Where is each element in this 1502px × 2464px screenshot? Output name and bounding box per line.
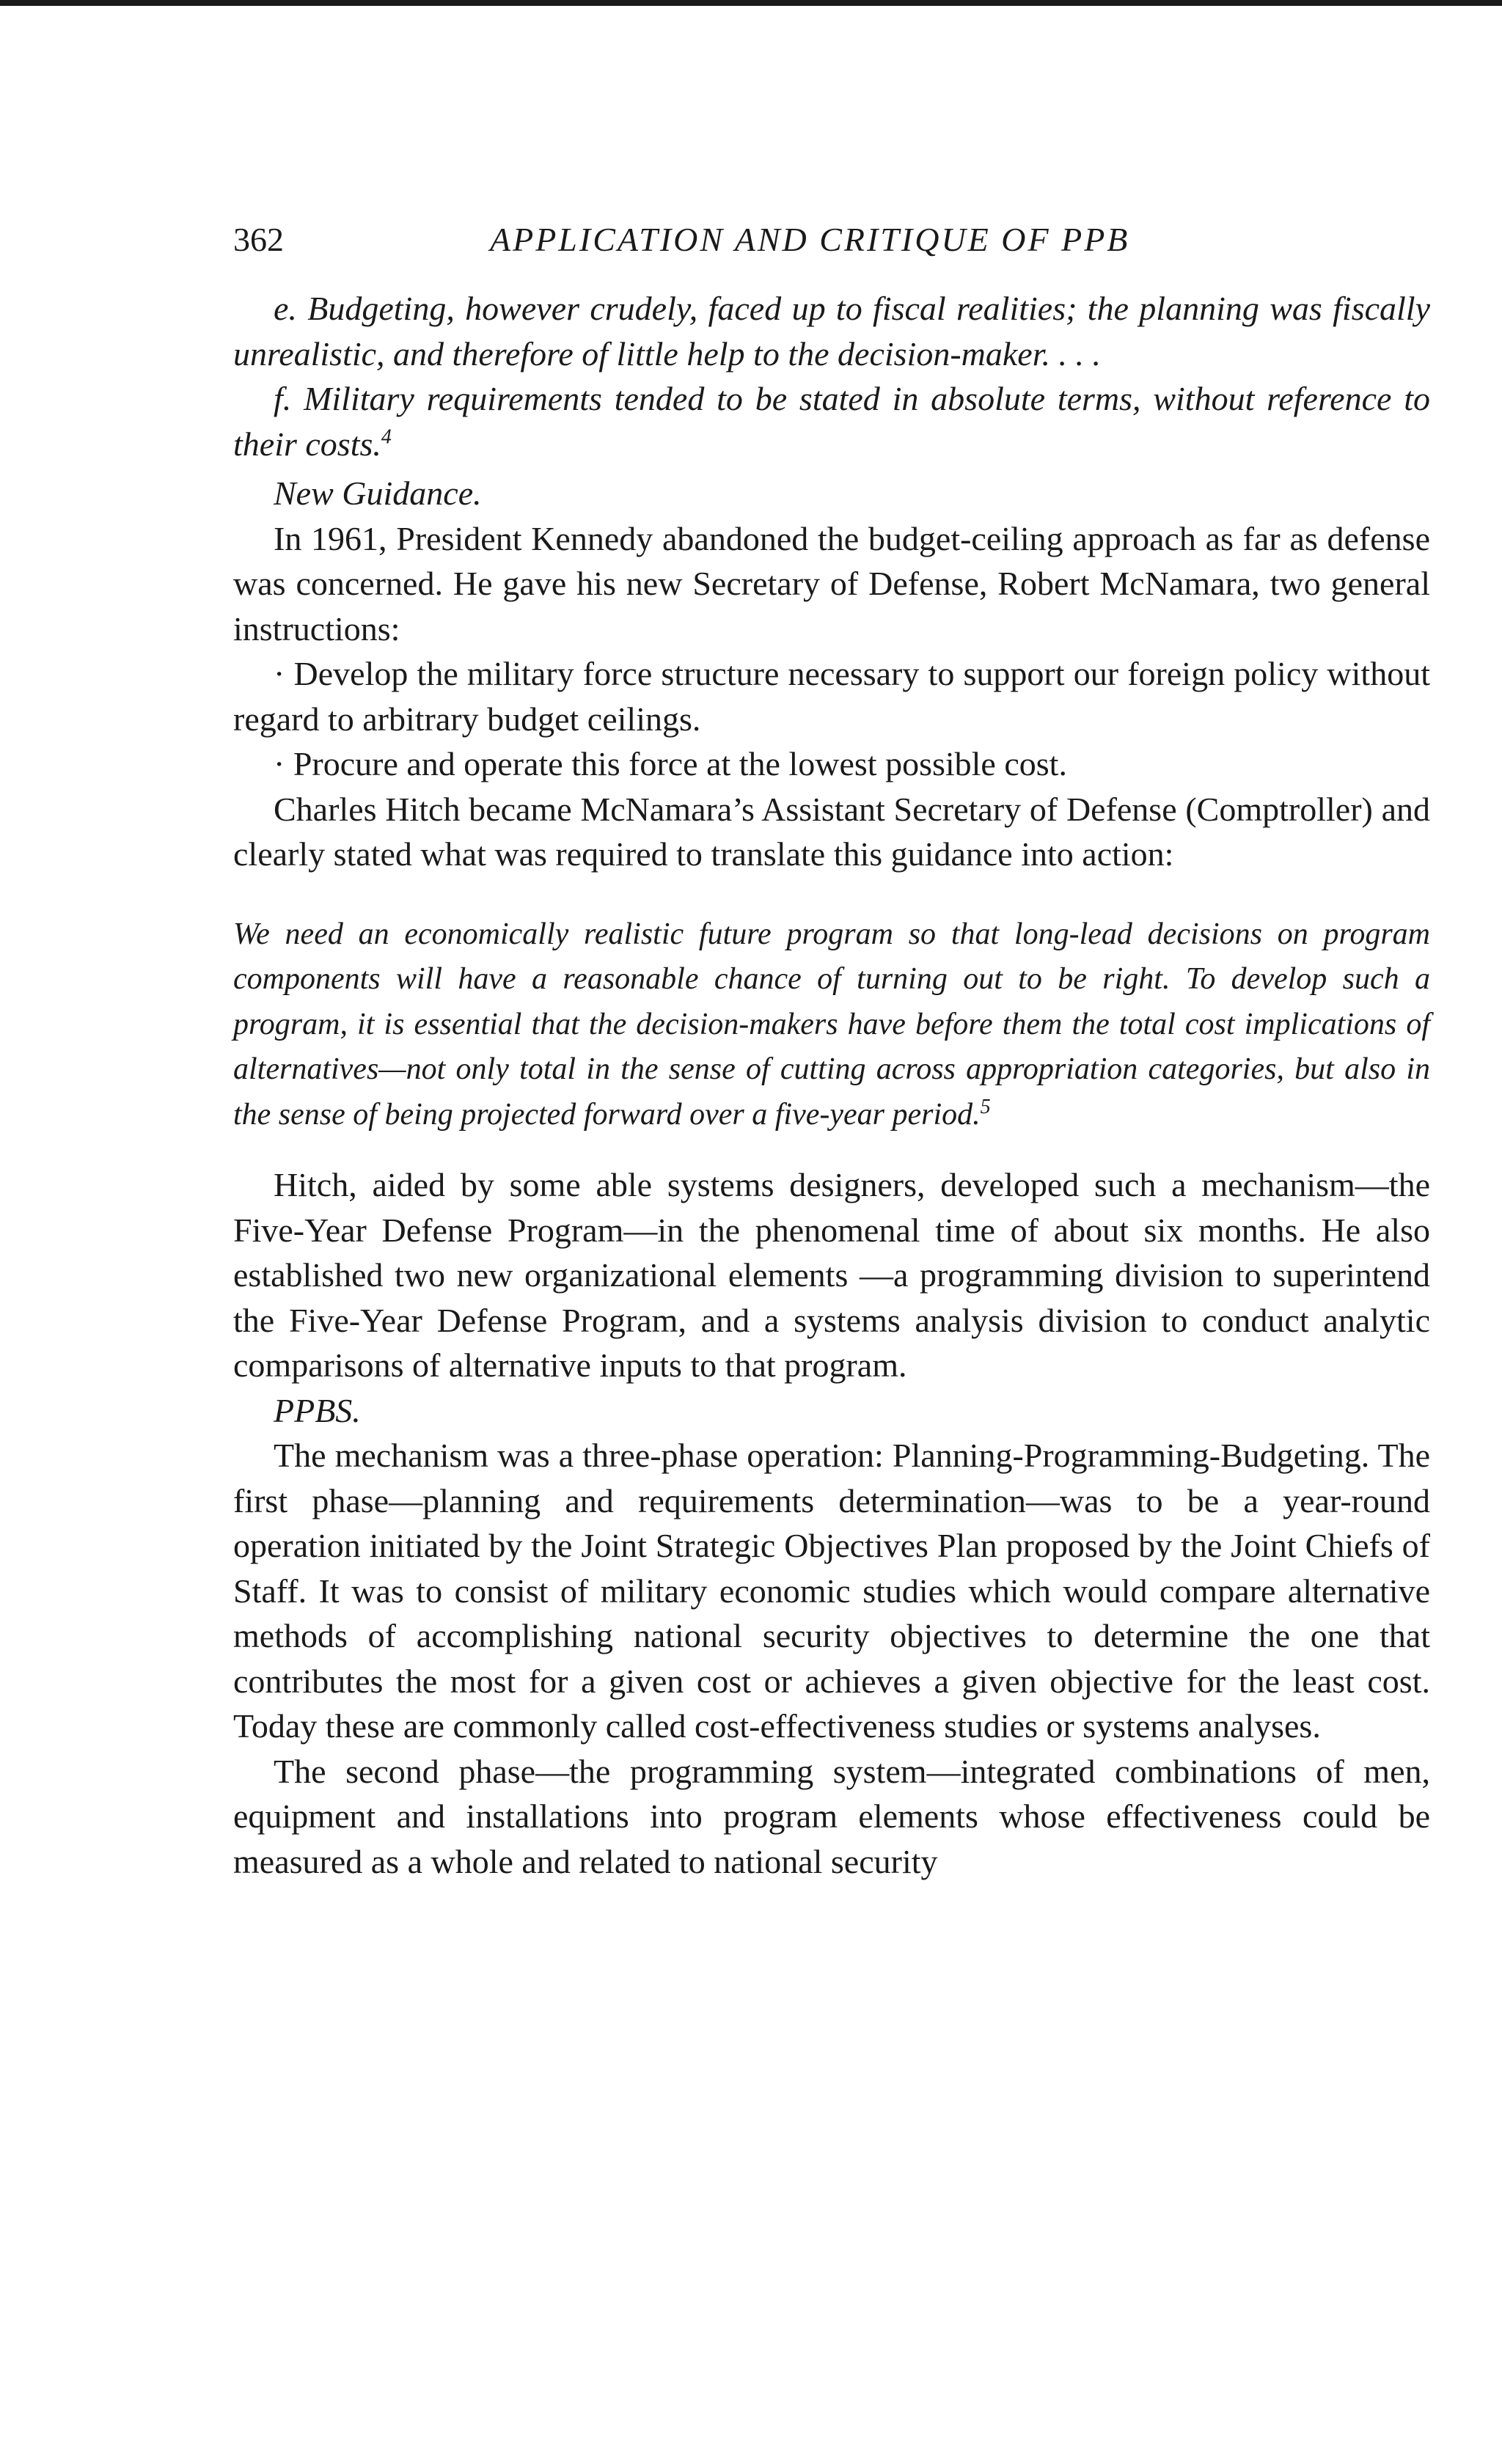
paragraph-hitch-intro: Charles Hitch became McNamara’s Assistant Secretary of Defense (Comptroller) and clearly stated what was required to translate this guidance into action: <box>233 790 1430 873</box>
bullet-procure: · Procure and operate this force at the lowest possible cost. <box>274 745 1067 782</box>
footnote-ref-5: 5 <box>980 1095 991 1118</box>
footnote-ref-4: 4 <box>381 425 392 449</box>
block-quote <box>233 912 1430 1138</box>
block-quote-text: We need an economically realistic future program so that long-lead decisions on program components will have a reasonable chance of turning out to be right. To develop such a program, it is essential that the decision-makers have before them the total cost implications of alternatives—not only total in the sense of cutting across appropriation categories, but also in the sense of being projected forward over a five-year period. <box>233 917 1430 1132</box>
book-page <box>233 220 1430 1884</box>
list-item-f-text: f. Military requirements tended to be stated in absolute terms, without reference to their costs. <box>233 380 1430 463</box>
list-item-f <box>233 376 1430 466</box>
paragraph-second-phase: The second phase—the programming system—integrated combinations of men, equipment and installations into program elements whose effectiveness could be measured as a whole and related to national security <box>233 1752 1430 1880</box>
bullet-develop: · Develop the military force structure necessary to support our foreign policy without regard to arbitrary budget ceilings. <box>233 655 1430 738</box>
running-title: APPLICATION AND CRITIQUE OF PPB <box>490 221 1130 258</box>
running-head <box>233 220 1430 286</box>
section-heading-ppbs: PPBS. <box>274 1391 361 1429</box>
top-border-rule <box>0 0 1502 6</box>
paragraph-five-year-program: Hitch, aided by some able systems designers, developed such a mechanism—the Five-Year Defense Program—in the phenomenal time of about six months. He also established two new organizational elements —a programming division to superintend the Five-Year Defense Program, and a systems analysis division to conduct analytic comparisons of alternative inputs to that program. <box>233 1166 1430 1384</box>
page-number: 362 <box>233 221 284 258</box>
paragraph-kennedy: In 1961, President Kennedy abandoned the budget-ceiling approach as far as defense was concerned. He gave his new Secretary of Defense, Robert McNamara, two general instructions: <box>233 519 1430 648</box>
section-heading-new-guidance: New Guidance. <box>274 474 482 512</box>
paragraph-three-phase: The mechanism was a three-phase operation: Planning-Programming-Budgeting. The first phase—planning and requirements determination—was to be a year-round operation initiated by the Joint Strategic Objectives Plan proposed by the Joint Chiefs of Staff. It was to consist of military economic studies which would compare alternative methods of accomplishing national security objectives to determine the one that contributes the most for a given cost or achieves a given objective for the least cost. Today these are commonly called cost-effectiveness studies or systems analyses. <box>233 1437 1430 1745</box>
list-item-e: e. Budgeting, however crudely, faced up to fiscal realities; the planning was fiscally unrealistic, and therefore of little help to the decision-maker. . . . <box>233 290 1430 373</box>
